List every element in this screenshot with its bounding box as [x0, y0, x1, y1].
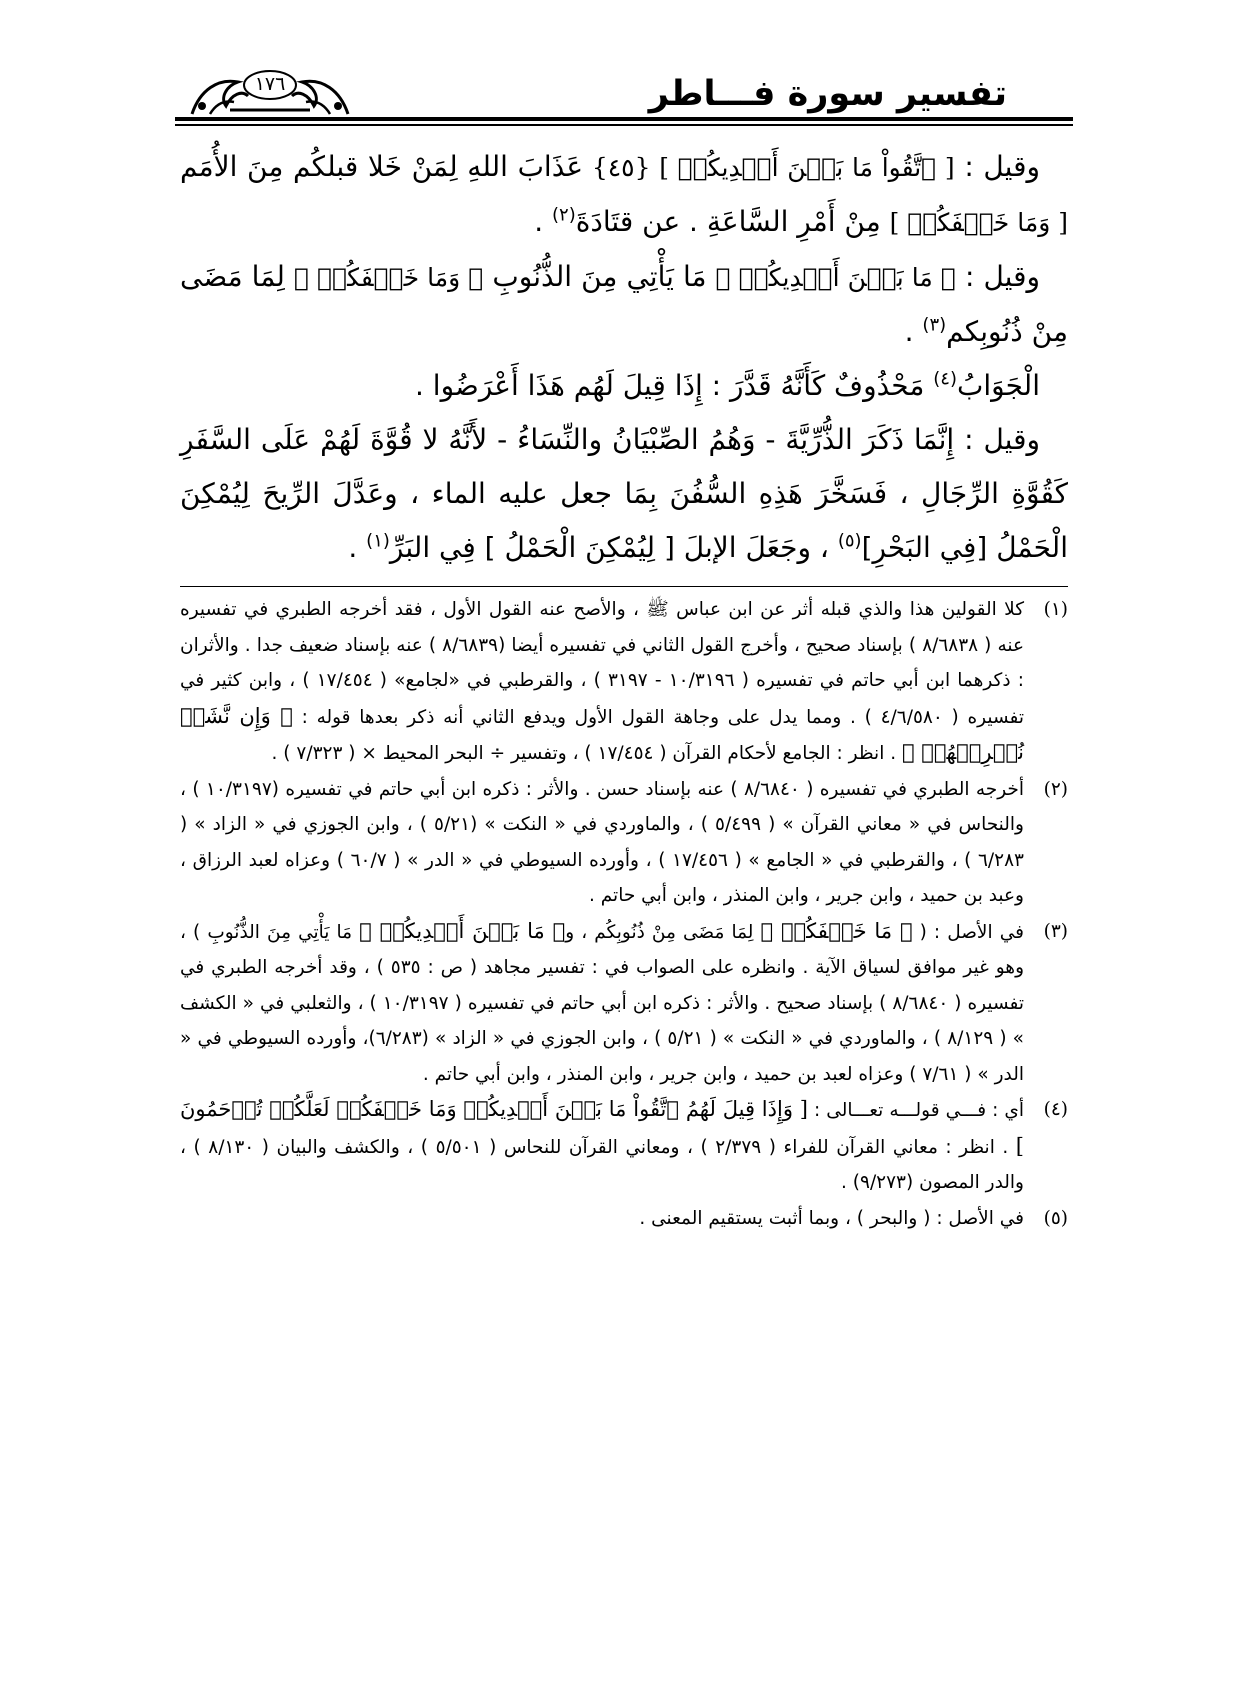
quran-verse: ﴿ وَمَا خَلۡفَكُمۡ ﴾	[294, 263, 484, 292]
header-rule-thick	[175, 117, 1073, 121]
footnote-ref: (٣)	[922, 314, 947, 336]
quran-verse: [ وَإِذَا قِيلَ لَهُمُ ٱتَّقُواْ مَا بَيۡنَ أَيۡدِيكُمۡ وَمَا خَلۡفَكُمۡ لَعَلَّكُمۡ تُرۡحَمُونَ ]	[180, 1097, 1024, 1158]
footnote-ref: (٢)	[552, 204, 576, 226]
quran-verse: ﴿ مَا خَلۡفَكُمۡ ﴾	[760, 918, 913, 943]
quran-verse: ﴿ وَإِن نَّشَأۡ نُغۡرِقۡهُمۡ ﴾	[180, 703, 1024, 764]
footnote: (٤) أي : فـــي قولـــه تعـــالى : [ وَإِذَا قِيلَ لَهُمُ ٱتَّقُواْ مَا بَيۡنَ أَيۡدِيكُمۡ وَمَا خَلۡفَكُمۡ لَعَلَّكُمۡ تُرۡحَمُونَ ] . انظر : معاني القرآن للفراء ( ٢/٣٧٩ ) ، ومعاني القرآن للنحاس ( ٥/٥٠١ ) ، والكشف والبيان ( ٨/١٣٠ ) ، والدر المصون (٩/٢٧٣) .	[180, 1092, 1068, 1201]
paragraph: الْجَوَابُ$^{(٤)}$ مَحْذُوفٌ كَأَنَّهُ قَدَّرَ : إِذَا قِيلَ لَهُم هَذَا أَعْرَضُوا .	[415, 368, 1040, 402]
footnote-number: (٥)	[1043, 1207, 1068, 1229]
footnote: (٥) في الأصل : ( والبحر ) ، وبما أثبت يستقيم المعنى .	[180, 1201, 1068, 1237]
footnotes	[180, 592, 1068, 1236]
footnote-ref: (٥)	[837, 530, 862, 552]
page-number: ١٧٦	[254, 73, 286, 95]
ayah-number: {٤٥}	[583, 153, 660, 182]
footnote: (٢) أخرجه الطبري في تفسيره ( ٨/٦٨٤٠ ) عنه بإسناد حسن . والأثر : ذكره ابن أبي حاتم في تفسيره (١٠/٣١٩٧ ) ، والنحاس في « معاني القرآن » ( ٥/٤٩٩ ) ، والماوردي في « النكت » (٥/٢١ ) ، وابن الجوزي في « الزاد » ( ٦/٢٨٣ ) ، والقرطبي في « الجامع » ( ١٧/٤٥٦ ) ، وأورده السيوطي في « الدر » ( ٦٠/٧ ) وعزاه لعبد الرزاق ، وعبد بن حميد ، وابن جرير ، وابن المنذر ، وابن أبي حاتم .	[180, 772, 1068, 914]
paragraph: وقيل : [ ٱتَّقُواْ مَا بَيۡنَ أَيۡدِيكُمۡ ] {٤٥} عَذَابَ اللهِ لِمَنْ خَلا قبلكُم مِنَ الأُمَم [ وَمَا خَلۡفَكُمۡ ] مِنْ أَمْرِ السَّاعَةِ . عن قتَادَةَ$^{(٢)}$ .	[180, 150, 1068, 238]
main-text	[180, 140, 1068, 575]
quran-verse: [ وَمَا خَلۡفَكُمۡ ]	[889, 208, 1068, 237]
footnote-separator	[180, 586, 1068, 587]
footnote: (١) كلا القولين هذا والذي قبله أثر عن ابن عباس ﷺ ، والأصح عنه القول الأول ، فقد أخرجه الطبري في تفسيره عنه ( ٨/٦٨٣٨ ) بإسناد صحيح ، وأخرج القول الثاني في تفسيره أيضا (٨/٦٨٣٩ ) عنه بإسناد ضعيف جدا . والأثران : ذكرهما ابن أبي حاتم في تفسيره ( ١٠/٣١٩٦ - ٣١٩٧ ) ، والقرطبي في «لجامع» ( ١٧/٤٥٤ ) ، وابن كثير في تفسيره ( ٤/٦/٥٨٠ ) . ومما يدل على وجاهة القول الأول ويدفع الثاني أنه ذكر بعدها قوله : ﴿ وَإِن نَّشَأۡ نُغۡرِقۡهُمۡ ﴾ . انظر : الجامع لأحكام القرآن ( ١٧/٤٥٤ ) ، وتفسير ÷ البحر المحيط × ( ٧/٣٢٣ ) .	[180, 592, 1068, 772]
footnote-number: (٤)	[1043, 1099, 1068, 1120]
footnote-number: (٢)	[1043, 778, 1068, 800]
header-rule-thin	[175, 124, 1073, 126]
page-number-ornament	[190, 60, 350, 116]
page-header-title: تفسير سورة فـــاطر	[648, 74, 1007, 114]
paragraph: وقيل : ﴿ مَا بَيۡنَ أَيۡدِيكُمۡ ﴾ مَا يَأْتِي مِنَ الذُّنُوبِ ﴿ وَمَا خَلۡفَكُمۡ ﴾ لِمَا مَضَى مِنْ ذُنُوبِكم$^{(٣)}$ .	[180, 260, 1068, 348]
footnote-ref: (٤)	[933, 368, 957, 390]
footnote-number: (٣)	[1043, 920, 1068, 942]
footnote-ref: (١)	[366, 530, 390, 552]
footnote: (٣) في الأصل : ( ﴿ مَا خَلۡفَكُمۡ ﴾ لِمَا مَضَى مِنْ ذُنُوبِكُم ، و﴿ مَا بَيۡنَ أَيۡدِيكُمۡ ﴾ مَا يَأْتِي مِنَ الذُّنُوبِ ) ، وهو غير موافق لسياق الآية . وانظره على الصواب في : تفسير مجاهد ( ص : ٥٣٥ ) ، وقد أخرجه الطبري في تفسيره ( ٨/٦٨٤٠ ) بإسناد صحيح . والأثر : ذكره ابن أبي حاتم في تفسيره ( ١٠/٣١٩٧ ) ، والثعلبي في « الكشف » ( ٨/١٢٩ ) ، والماوردي في « النكت » ( ٥/٢١ ) ، وابن الجوزي في « الزاد » (٦/٢٨٣)، وأورده السيوطي في « الدر » ( ٧/٦١ ) وعزاه لعبد بن حميد ، وابن جرير ، وابن المنذر ، وابن أبي حاتم .	[180, 914, 1068, 1093]
quran-verse: ﴿ مَا بَيۡنَ أَيۡدِيكُمۡ ﴾	[359, 918, 566, 943]
quran-verse: [ ٱتَّقُواْ مَا بَيۡنَ أَيۡدِيكُمۡ ]	[659, 153, 955, 182]
paragraph: وقيل : إِنَّمَا ذَكَرَ الذُّرِّيَّةَ - وَهُمُ الصِّبْيَانُ والنِّسَاءُ - لأَنَّهُ لا قُوَّةَ لَهُمْ عَلَى السَّفَرِ كَقُوَّةِ الرِّجَالِ ، فَسَخَّرَ هَذِهِ السُّفُنَ بِمَا جعل عليه الماء ، وعَدَّلَ الرِّيحَ لِيُمْكِنَ الْحَمْلُ [فِي البَحْرِ]$^{(٥)}$ ، وجَعَلَ الإبلَ [ لِيُمْكِنَ الْحَمْلُ ] فِي البَرِّ$^{(١)}$ .	[180, 423, 1068, 564]
quran-verse: ﴿ مَا بَيۡنَ أَيۡدِيكُمۡ ﴾	[715, 263, 956, 292]
footnote-number: (١)	[1043, 599, 1068, 620]
